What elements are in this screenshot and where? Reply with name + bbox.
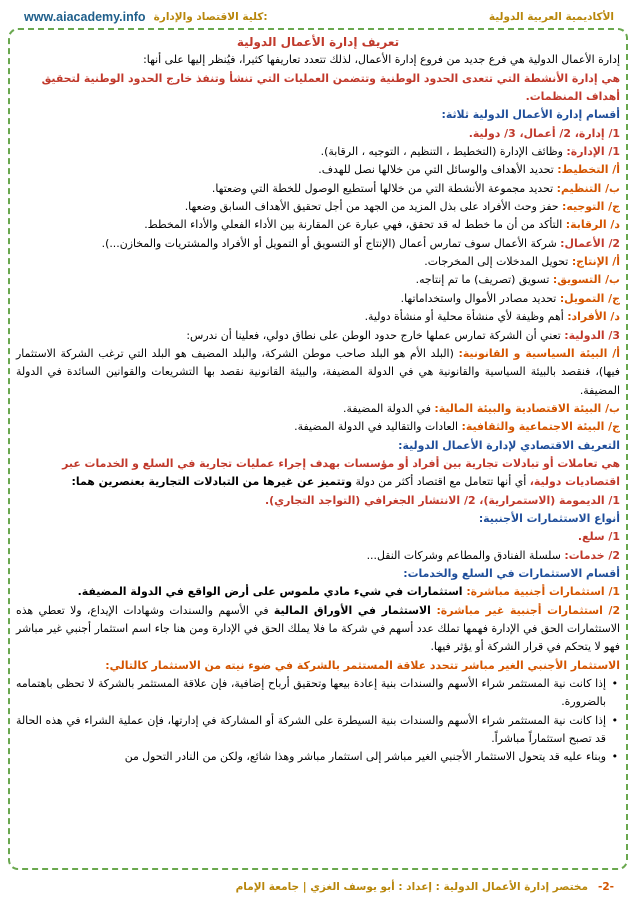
type-goods: 1/ سلع. <box>577 530 620 544</box>
list-item: • إذا كانت نية المستثمر شراء الأسهم والسندات بنية السيطرة على الشركة أو المشاركة في إدارتها، فإن عملية الشراء في هذه الحالة قد تصبح استثماراً مباشراً. <box>16 712 620 749</box>
academy-name: الأكاديمية العربية الدولية <box>488 11 614 23</box>
section-heading-econ-def: التعريف الاقتصادي لإدارة الأعمال الدولية: <box>398 438 620 452</box>
item-business <box>16 235 620 253</box>
item-label: ب/ التنظيم: <box>556 181 620 195</box>
document-body <box>16 33 620 767</box>
footer-text: مختصر إدارة الأعمال الدولية : إعداد : أبو يوسف الغزي | جامعة الإمام <box>235 881 588 893</box>
item-label: د/ الأفراد: <box>567 310 620 324</box>
parts-list: 1/ إدارة، 2/ أعمال، 3/ دولية. <box>468 126 620 140</box>
item-label: 2/ خدمات: <box>564 548 620 562</box>
item-text: تعني أن الشركة تمارس عملها خارج حدود الوطن على نطاق دولي، فعلينا أن ندرس: <box>186 328 565 342</box>
item-label: 3/ الدولية: <box>564 328 620 342</box>
item-text: في الأسهم والسندات وشهادات الإيداع، ولا تعطي هذه الاستثمارات الحق في الإدارة فهمها تملك عدد أسهم في شركة ما فلا يملك الحق في الإدارة ومن هنا جاء اسم استثمار أجنبي غير مباشر فهو لا يتحكم في قرار الشركة أو يؤثر فيها. <box>16 603 620 654</box>
direct-investment <box>16 583 620 601</box>
item-text: سلسلة الفنادق والمطاعم وشركات النقل... <box>366 548 565 562</box>
page-header <box>24 8 614 26</box>
item-label: أ/ البيئة السياسية و القانونية: <box>458 346 620 360</box>
indirect-relation-heading: الاستثمار الأجنبي الغير مباشر تتحدد علاقة المستثمر بالشركة في ضوء نيته من الاستثمار كالتالي: <box>105 658 620 672</box>
item-label: أ/ الإنتاج: <box>571 255 620 269</box>
econ-def-emph: اقتصاديات دولية، <box>529 475 620 489</box>
item-political-env <box>16 345 620 400</box>
item-personnel <box>16 308 620 326</box>
econ-def-line-1: هي تعاملات أو تبادلات تجارية بين أفراد أو مؤسسات بهدف إجراء عمليات تجارية في السلع و الخدمات عبر <box>62 456 620 470</box>
item-label: د/ الرقابة: <box>565 218 620 232</box>
item-text: تسويق (تصريف) ما تم إنتاجه. <box>415 273 553 287</box>
page-footer <box>24 881 614 893</box>
item-organizing <box>16 180 620 198</box>
section-heading-investment-types: أنواع الاستثمارات الأجنبية: <box>478 511 620 525</box>
intro-line: إدارة الأعمال الدولية هي فرع جديد من فروع إدارة الأعمال، لذلك تتعدد تعاريفها كثيرا، فيُنظر إليها على أنها: <box>143 53 620 67</box>
item-social-env <box>16 418 620 436</box>
item-control <box>16 216 620 234</box>
item-label: أ/ التخطيط: <box>557 163 620 177</box>
item-text: وظائف الإدارة (التخطيط ، التنظيم ، التوجيه ، الرقابة). <box>320 145 567 159</box>
item-text: (البلد الأم هو البلد صاحب موطن الشركة، والبلد المضيف هو البلد التي ترغب الشركة الاستثمار فيها)، فنقصد بالبيئة السياسية والقانونية هي في الدولة المضيفة، والبيئة القانونية نقصد بها التشريعات والقوانين السائدة في الدولة المضيفة. <box>16 346 620 397</box>
item-text: في الدولة المضيفة. <box>343 401 435 415</box>
site-url[interactable]: www.aiacademy.info <box>24 10 146 24</box>
item-finance <box>16 290 620 308</box>
item-planning <box>16 161 620 179</box>
section-heading-parts: أقسام إدارة الأعمال الدولية ثلاثة: <box>441 108 620 122</box>
page-number: -2- <box>597 881 614 893</box>
section-heading-investment-parts: أقسام الاستثمارات في السلع والخدمات: <box>403 566 620 580</box>
item-text: استثمارات في شيء مادي ملموس على أرض الواقع في الدولة المضيفة. <box>77 585 467 599</box>
econ-def-bold: وتتميز عن غيرها من التبادلات التجارية بعنصرين هما: <box>71 475 352 489</box>
page-title: تعريف إدارة الأعمال الدولية <box>236 35 400 49</box>
header-left <box>24 10 268 24</box>
definition-line-1: هي إدارة الأنشطة التي تتعدى الحدود الوطنية وتتضمن العمليات التي تنشأ وتنفذ خارج الحدود الوطنية لتحقيق <box>41 71 620 85</box>
item-label: 1/ الإدارة: <box>566 145 620 159</box>
item-text: حفز وحث الأفراد على بذل المزيد من الجهد من أجل تحقيق الأهداف السابق وضعها. <box>184 200 563 214</box>
list-item: • إذا كانت نية المستثمر شراء الأسهم والسندات بنية إعادة بيعها وتحقيق أرباح إضافية، فإن علاقة المستثمر بالشركة لا تحظى باهتمامه بالضرورة. <box>16 675 620 712</box>
item-label: 2/ الأعمال: <box>560 236 620 250</box>
definition-line-2: أهداف المنظمات. <box>525 90 620 104</box>
econ-def-text: أي أنها تتعامل مع اقتصاد أكثر من دولة <box>351 475 530 489</box>
item-text: تحويل المدخلات إلى المخرجات. <box>424 255 572 269</box>
item-production <box>16 253 620 271</box>
item-text: شركة الأعمال سوف تمارس أعمال (الإنتاج أو التسويق أو التمويل أو الأفراد والمشتريات والمخازن...). <box>101 236 561 250</box>
item-text: تحديد مجموعة الأنشطة التي من خلالها أستطيع الوصول للخطة التي وضعتها. <box>211 181 557 195</box>
indirect-investment <box>16 602 620 657</box>
item-text: تحديد الأهداف والوسائل التي من خلالها نصل للهدف. <box>318 163 558 177</box>
bullet-list <box>16 675 620 767</box>
item-directing <box>16 198 620 216</box>
item-emph: الاستثمار في الأوراق المالية <box>273 603 437 617</box>
list-item: • وبناء عليه قد يتحول الاستثمار الأجنبي الغير مباشر إلى استثمار مباشر وهذا شائع، ولكن من النادر التحول من <box>16 748 620 766</box>
item-label: ب/ التسويق: <box>552 273 620 287</box>
college-name: كلية الاقتصاد والإدارة: <box>153 11 268 23</box>
item-management <box>16 143 620 161</box>
item-label: 1/ استثمارات أجنبية مباشرة: <box>466 585 620 599</box>
econ-def-line-2 <box>16 473 620 491</box>
item-marketing <box>16 271 620 289</box>
item-economic-env <box>16 400 620 418</box>
two-elements: 1/ الديمومة (الاستمرارية)، 2/ الانتشار الجغرافي (التواجد التجاري). <box>264 493 620 507</box>
item-text: تحديد مصادر الأموال واستخداماتها. <box>400 291 560 305</box>
item-label: ج/ التوجيه: <box>562 200 620 214</box>
type-services <box>16 547 620 565</box>
item-label: ب/ البيئة الاقتصادية والبيئة المالية: <box>434 401 620 415</box>
item-text: العادات والتقاليد في الدولة المضيفة. <box>294 420 462 434</box>
item-label: 2/ استثمارات أجنبية غير مباشرة: <box>436 603 621 617</box>
item-label: ج/ البيئة الاجتماعية والثقافية: <box>461 420 620 434</box>
item-text: التأكد من أن ما خطط له قد تحقق، فهي عبارة عن المقارنة بين الأداء الفعلي والأداء المخطط. <box>144 218 566 232</box>
item-international <box>16 327 620 345</box>
item-label: ج/ التمويل: <box>559 291 620 305</box>
item-text: أهم وظيفة لأي منشأة محلية أو منشأة دولية. <box>364 310 568 324</box>
